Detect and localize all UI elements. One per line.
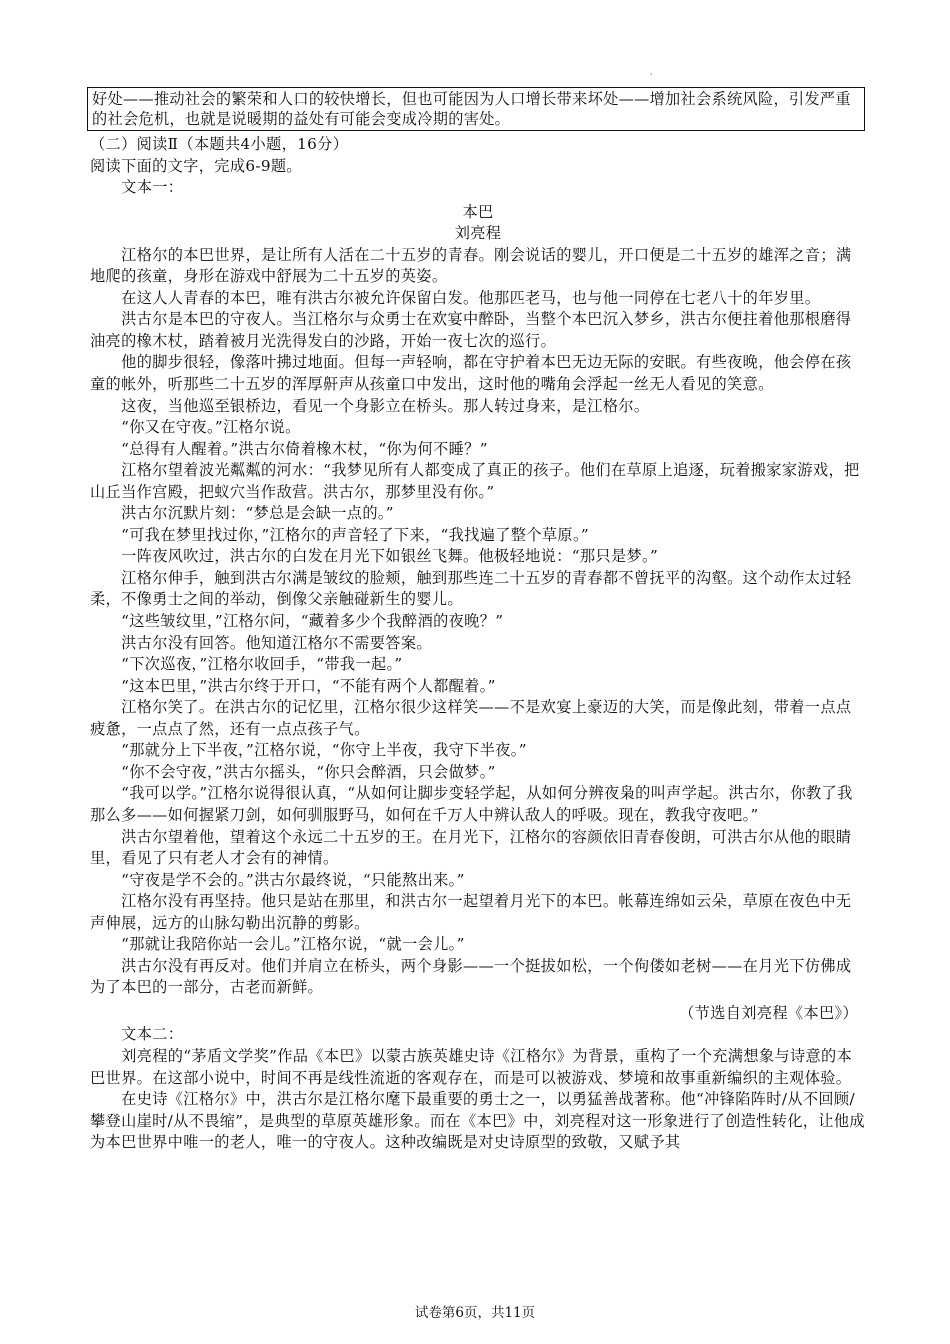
paragraph: 洪古尔没有回答。他知道江格尔不需要答案。: [121, 633, 432, 652]
section-heading: （二）阅读Ⅱ（本题共4小题，16分）: [90, 135, 349, 153]
paragraph: “这些皱纹里，”江格尔问，“藏着多少个我醉酒的夜晚？”: [121, 612, 504, 631]
text2-label: 文本二：: [121, 1025, 184, 1044]
boxed-text: 好处——推动社会的繁荣和人口的较快增长，但也可能因为人口增长带来坏处——增加社会系统风险，引发严重的社会危机，也就是说暖期的益处有可能会变成冷期的害处。: [92, 90, 851, 128]
source-note: （节选自刘亮程《本巴》）: [679, 1003, 858, 1022]
paragraph: “那就让我陪你站一会儿。”江格尔说，“就一会儿。”: [121, 935, 465, 954]
paragraph: 江格尔笑了。在洪古尔的记忆里，江格尔很少这样笑——不是欢宴上豪迈的大笑，而是像此刻，带着一点点疲惫，一点点了然，还有一点点孩子气。: [90, 698, 852, 738]
paragraph: 洪古尔没有再反对。他们并肩立在桥头，两个身影——一个挺拔如松，一个佝偻如老树——在月光下仿佛成为了本巴的一部分，古老而新鲜。: [90, 956, 852, 997]
boxed-passage-end: [87, 87, 865, 131]
paragraph: “下次巡夜，”江格尔收回手，“带我一起。”: [121, 655, 403, 674]
story-author: 刘亮程: [454, 224, 502, 243]
paragraph: 江格尔的本巴世界，是让所有人活在二十五岁的青春。刚会说话的婴儿，开口便是二十五岁的雄浑之音；满地爬的孩童，身形在游戏中舒展为二十五岁的英姿。: [90, 245, 852, 286]
paragraph: “那就分上下半夜，”江格尔说，“你守上半夜，我守下半夜。”: [121, 741, 527, 760]
instruction: 阅读下面的文字，完成6-9题。: [90, 156, 302, 175]
page-footer: 试卷第6页，共11页: [414, 1305, 536, 1321]
paragraph: 在这人人青春的本巴，唯有洪古尔被允许保留白发。他那匹老马，也与他一同停在七老八十的年岁里。: [121, 288, 821, 307]
paragraph: 一阵夜风吹过，洪古尔的白发在月光下如银丝飞舞。他极轻地说：“那只是梦。”: [121, 547, 659, 566]
paragraph: “我可以学。”江格尔说得很认真，“从如何让脚步变轻学起，从如何分辨夜枭的叫声学起。洪古尔，你教了我那么多——如何握紧刀剑，如何驯服野马，如何在千万人中辨认敌人的呼吸。现在，教我守夜吧。”: [90, 784, 853, 824]
paragraph: 他的脚步很轻，像落叶拂过地面。但每一声轻响，都在守护着本巴无边无际的安眠。有些夜晚，他会停在孩童的帐外，听那些二十五岁的浑厚鼾声从孩童口中发出，这时他的嘴角会浮起一丝无人看见的笑意。: [90, 353, 852, 394]
paragraph: 洪古尔望着他，望着这个永远二十五岁的王。在月光下，江格尔的容颜依旧青春俊朗，可洪古尔从他的眼睛里，看见了只有老人才会有的神情。: [90, 827, 852, 868]
page-mark: ': [650, 72, 653, 81]
paragraph: 江格尔没有再坚持。他只是站在那里，和洪古尔一起望着月光下的本巴。帐幕连绵如云朵，草原在夜色中无声伸展，远方的山脉勾勒出沉静的剪影。: [90, 892, 852, 932]
paragraph: “总得有人醒着。”洪古尔倚着橡木杖，“你为何不睡？”: [121, 439, 488, 458]
paragraph: “可我在梦里找过你，”江格尔的声音轻了下来，“我找遍了整个草原。”: [121, 525, 590, 544]
paragraph: 这夜，当他巡至银桥边，看见一个身影立在桥头。那人转过身来，是江格尔。: [121, 396, 650, 415]
paragraph: “守夜是学不会的。”洪古尔最终说，“只能熬出来。”: [121, 870, 465, 889]
paragraph: “你又在守夜。”江格尔说。: [121, 418, 301, 437]
paragraph: 刘亮程的“茅盾文学奖”作品《本巴》以蒙古族英雄史诗《江格尔》为背景，重构了一个充满想象与诗意的本巴世界。在这部小说中，时间不再是线性流逝的客观存在，而是可以被游戏、梦境和故事重新编织的主观体验。: [90, 1046, 853, 1087]
paragraph: 在史诗《江格尔》中，洪古尔是江格尔麾下最重要的勇士之一，以勇猛善战著称。他“冲锋陷阵时/从不回顾/攀登山崖时/从不畏缩”，是典型的草原英雄形象。而在《本巴》中，刘亮程对这一形象进行了创造性转化，让他成为本巴世界中唯一的老人，唯一的守夜人。这种改编既是对史诗原型的致敬，又赋予其: [90, 1090, 865, 1152]
paragraph: 江格尔望着波光粼粼的河水：“我梦见所有人都变成了真正的孩子。他们在草原上追逐，玩着搬家家游戏，把山丘当作宫殿，把蚁穴当作敌营。洪古尔，那梦里没有你。”: [90, 461, 860, 501]
story-title: 本巴: [462, 202, 494, 221]
paragraph: 洪古尔是本巴的守夜人。当江格尔与众勇士在欢宴中醉卧，当整个本巴沉入梦乡，洪古尔便拄着他那根磨得油亮的橡木杖，踏着被月光洗得发白的沙路，开始一夜七次的巡行。: [90, 310, 852, 350]
paragraph: “你不会守夜，”洪古尔摇头，“你只会醉酒，只会做梦。”: [121, 762, 496, 781]
paragraph: 江格尔伸手，触到洪古尔满是皱纹的脸颊，触到那些连二十五岁的青春都不曾抚平的沟壑。这个动作太过轻柔，不像勇士之间的举动，倒像父亲触碰新生的婴儿。: [90, 568, 852, 609]
reading-section: [90, 134, 866, 1154]
paragraph: “这本巴里，”洪古尔终于开口，“不能有两个人都醒着。”: [121, 676, 496, 695]
paragraph: 洪古尔沉默片刻：“梦总是会缺一点的。”: [121, 504, 394, 523]
text1-label: 文本一：: [121, 178, 184, 197]
